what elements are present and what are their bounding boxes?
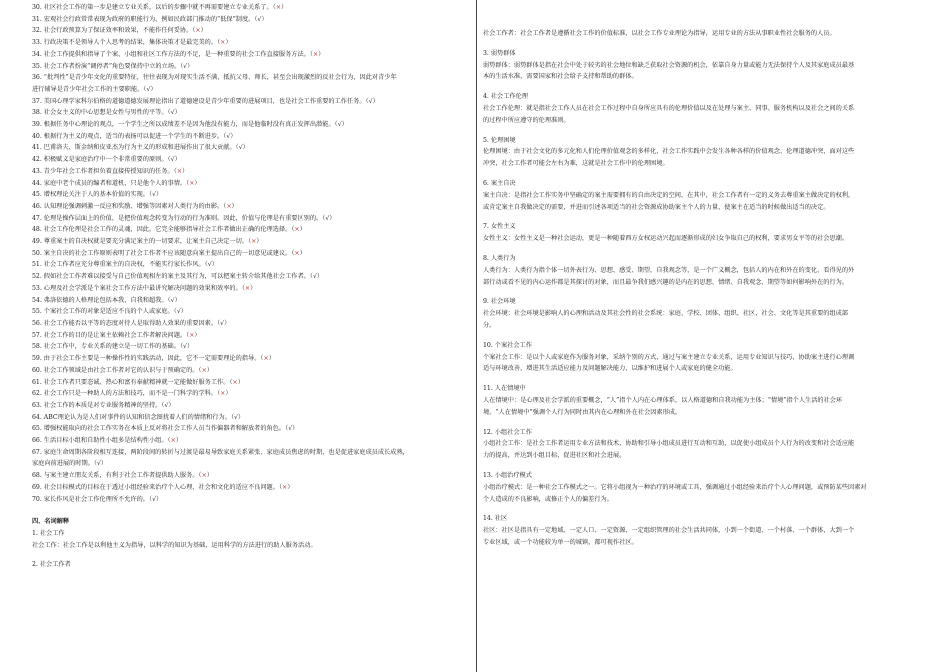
tf-item-text: 53. 心理及社会学派是个案社会工作方法中最讲究解决问题的效果和效率的。（ bbox=[32, 284, 245, 292]
term-body: 个人造成的不良影响，或修正个人的偏差行为。 bbox=[483, 495, 613, 503]
tf-item-tail: ） bbox=[318, 50, 325, 58]
spacer bbox=[483, 83, 923, 91]
tf-item bbox=[32, 482, 470, 494]
tf-item bbox=[32, 412, 470, 424]
tf-item bbox=[32, 435, 470, 447]
term-title: 4. 社会工作伦理 bbox=[483, 93, 528, 101]
tf-item bbox=[32, 142, 470, 154]
tf-item bbox=[32, 470, 470, 482]
tf-item-tail: ） bbox=[231, 202, 238, 210]
answer-mark: × bbox=[189, 331, 195, 339]
tf-item-tail: ） bbox=[150, 85, 157, 93]
term-body: 个案社会工作：是以个人或家庭作为服务对象，采纳个别的方式，通过与案主建立专业关系，运用专业知识与技巧，协助案主进行心理调 bbox=[483, 353, 855, 361]
tf-item-tail: ） bbox=[250, 284, 257, 292]
answer-mark: √ bbox=[170, 156, 175, 164]
tf-item bbox=[32, 248, 470, 260]
tf-item bbox=[32, 119, 470, 131]
tf-item-text: 48. 社会工作伦理是社会工作的灵魂，因此，它完全能够指导社会工作者做出正确的伦理选择。（ bbox=[32, 226, 295, 234]
tf-item-text: 32. 社会行政预算为了保证效率和效果，不能作任何妥协。（ bbox=[32, 27, 196, 35]
tf-item-text: 39. 根据任务中心理论的观点，一个学生之所以成绩差不是因为他没有能力，而是他临时没有真正发挥出潜能。（ bbox=[32, 121, 338, 129]
term-body: 社会环境：社会环境是影响人的心理和活动及其社会性的社会系统：家庭、学校、团体、组织、社区、社会、文化等是其重要的组成部 bbox=[483, 310, 849, 318]
term-title: 13. 小组治疗模式 bbox=[483, 471, 532, 479]
answer-mark: √ bbox=[176, 308, 181, 316]
answer-mark: √ bbox=[238, 144, 243, 152]
tf-item bbox=[32, 2, 470, 14]
spacer bbox=[32, 551, 470, 559]
tf-item-tail: ） bbox=[299, 249, 306, 257]
tf-item bbox=[32, 271, 470, 283]
tf-item bbox=[32, 365, 470, 377]
tf-item bbox=[32, 283, 470, 295]
term-title: 3. 弱势群体 bbox=[483, 49, 516, 57]
tf-item-tail: ） bbox=[225, 390, 232, 398]
answer-mark: √ bbox=[183, 62, 188, 70]
answer-mark: √ bbox=[337, 121, 342, 129]
tf-item-text: 61. 社会工作者只要态诚、热心和富有奉献精神就一定能做好服务工作。（ bbox=[32, 378, 233, 386]
column-divider bbox=[476, 0, 477, 672]
tf-item-text: 34. 社会工作提供和指导了个案、小组和社区工作方法的不足，是一种重要的社会工作直接服务方法。（ bbox=[32, 50, 313, 58]
tf-item bbox=[32, 341, 470, 353]
tf-item bbox=[32, 306, 470, 318]
answer-mark: × bbox=[201, 366, 207, 374]
tf-item-text: 46. 认知理论强调刺激一反应和奖励、增强等因素对人类行为的由影。（ bbox=[32, 202, 227, 210]
term-body: 人类行为：人类行为指个体一切外表行为、思想、感受、期望，自我观念等，是一个广义概念，包括人的内在和外在的变化，看得见的外 bbox=[483, 266, 855, 274]
tf-item-tail: ） bbox=[237, 413, 245, 421]
tf-item-tail: ） bbox=[187, 62, 194, 70]
tf-item-text: 56. 社会工作能否以平等的态度对待人是取得助人效果的重要因素。（ bbox=[32, 319, 221, 327]
tf-item-text: 55. 个案社会工作的对象是适应不良的个人或家庭。（ bbox=[32, 308, 177, 316]
term-body: 小组治疗模式：是一种社会工作模式之一。它将小组视为一种治疗的环境或工具，强调通过小组经验来治疗个人心理问题，或预防某些因素对 bbox=[483, 483, 867, 491]
answer-mark: × bbox=[251, 238, 257, 246]
term-body: 部行动或看不见的内心运作都是其探讨的对象，而且最争我们感兴趣的是内在的思想、情绪、自我观念、期望等如何影响外在的行为。 bbox=[483, 278, 849, 286]
tf-item-text: 50. 案主自决的社会工作原则表明了社会工作者不应该随意向案主提出自己的一切意见或建议。（ bbox=[32, 249, 295, 257]
spacer bbox=[483, 213, 923, 221]
tf-item-tail: ） bbox=[182, 167, 189, 175]
tf-item-tail: ） bbox=[168, 401, 175, 409]
answer-mark: √ bbox=[325, 214, 330, 222]
term-body: 女性主义：女性主义是一种社会运动，更是一种随着西方女权运动兴起而逐渐形成的妇女争取自己的权利，要求男女平等的社会思潮。 bbox=[483, 235, 849, 243]
tf-item bbox=[32, 178, 470, 190]
answer-mark: √ bbox=[234, 413, 238, 421]
tf-item-text: 38. 社会女主义的中心思想是女性与男性的平等。（ bbox=[32, 109, 171, 117]
term-body: 社会工作者：社会工作者是遵循社会工作的价值标准，以社会工作专业理论为指导，运用专业的方法从事职业性社会服务的人员。 bbox=[483, 30, 836, 37]
tf-item-text: 68. 与案主建立朋友关系，有利于社会工作者提供助人服务。（ bbox=[32, 472, 202, 480]
tf-item-tail: ） bbox=[292, 425, 299, 433]
term-body: 伦理困境：由于社会文化的多元化和人们伦理价值观念的多样化，社会工作实践中会发生各种各样的价值观念、伦理道德冲突，面对这些 bbox=[483, 148, 855, 156]
tf-item-tail: ） bbox=[206, 472, 213, 480]
tf-item-tail: ） bbox=[329, 214, 336, 222]
tf-item-text: 30. 社区社会工作的第一步是建立专业关系，以后的步骤中就不再需要建立专业关系了。（ bbox=[32, 4, 276, 11]
spacer bbox=[483, 419, 923, 427]
tf-item-text: 63. 社会工作的本质是对专业服务精神的坚持。（ bbox=[32, 401, 165, 409]
tf-item-tail: ） bbox=[180, 308, 187, 316]
answer-mark: × bbox=[226, 202, 232, 210]
term-title: 12. 小组社会工作 bbox=[483, 428, 532, 436]
answer-mark: √ bbox=[288, 425, 293, 433]
spacer bbox=[483, 462, 923, 470]
tf-item-tail: ） bbox=[224, 319, 231, 327]
term-body: 案主自决：是指社会工作实务中坚确定的案主需要拥有的自由决定的空间，在其中，社会工作者有一定的义务去尊重案主做决定的权利， bbox=[483, 191, 855, 199]
left-column bbox=[32, 0, 470, 571]
tf-item bbox=[32, 400, 470, 412]
tf-item-tail: ） bbox=[174, 109, 181, 117]
answer-mark: √ bbox=[164, 401, 169, 409]
answer-mark: × bbox=[282, 483, 288, 491]
spacer bbox=[483, 375, 923, 383]
answer-mark: × bbox=[176, 167, 183, 175]
tf-item bbox=[32, 236, 470, 248]
tf-item-text: 31. 宏观社会行政常常表现为政府的职能行为，例如民政部门推动的“低保”制度。（ bbox=[32, 15, 258, 23]
answer-mark: √ bbox=[207, 261, 212, 269]
tf-item-tail: ） bbox=[194, 179, 201, 187]
tf-item-tail: ） bbox=[237, 378, 244, 386]
tf-item-text: 家庭向前进展的时期。（ bbox=[32, 460, 97, 468]
term-body: 弱势群体：弱势群体是指在社会中处于较劣的社会地位和缺乏获取社会资源的机会，依靠自身力量或能力无法保持个人及其家庭成员最基 bbox=[483, 61, 855, 69]
tf-item-text: 35. 社会工作者扮演“调停者”角色要保持中立的立场。（ bbox=[32, 62, 184, 70]
tf-item bbox=[32, 154, 470, 166]
spacer bbox=[32, 505, 470, 513]
tf-item bbox=[32, 107, 470, 119]
term-body: 专业区域，或一个功能较为单一的城镇，都可视作社区。 bbox=[483, 538, 638, 546]
tf-item-text: 62. 社会工作只是一种助人的方法和技巧，而不是一门科学的学科。（ bbox=[32, 390, 221, 398]
tf-item-tail: ） bbox=[206, 366, 213, 374]
answer-mark: √ bbox=[96, 460, 101, 468]
answer-mark: √ bbox=[152, 191, 157, 199]
tf-item-text: 33. 行政决策不是领导人个人思考的结果，集体决策才是最完美的。（ bbox=[32, 39, 221, 47]
answer-mark: × bbox=[220, 390, 226, 398]
tf-item-text: 59. 由于社会工作主要是一种操作性的实践活动，因此，它不一定需要理论的指导。（ bbox=[32, 355, 264, 363]
tf-item bbox=[32, 330, 470, 342]
term-body: 社会工作：社会工作是以利他主义为指导，以科学的知识为基础，运用科学的方法进行的助人服务活动。 bbox=[32, 541, 317, 549]
tf-item-tail: ） bbox=[156, 495, 163, 503]
answer-mark: √ bbox=[183, 343, 187, 351]
tf-item-text: 52. 假如社会工作者难以接受与自己价值观相左的案主及其行为，可以把案主转介给其他社会工作者。（ bbox=[32, 273, 313, 281]
tf-item bbox=[32, 84, 470, 96]
answer-mark: √ bbox=[368, 97, 373, 105]
answer-mark: × bbox=[312, 50, 319, 58]
term-body: 分。 bbox=[483, 321, 496, 329]
tf-item-tail: ） bbox=[225, 39, 232, 47]
tf-item bbox=[32, 72, 470, 84]
answer-mark: × bbox=[294, 226, 300, 234]
tf-item-text: 70. 家长作风是社会工作伦理所不允许的。（ bbox=[32, 495, 153, 503]
tf-item bbox=[32, 388, 470, 400]
tf-item-text: 54. 弗洛依德的人格理论包括本我、自我和超我。（ bbox=[32, 296, 171, 304]
term-body: 社会工作伦理：就是指社会工作人员在社会工作过程中自身所应具有的伦理价值以及在处理与案主、同事、服务机构以及社会之间的关系 bbox=[483, 104, 855, 112]
answer-mark: × bbox=[201, 472, 207, 480]
tf-item-tail: ） bbox=[186, 343, 194, 351]
tf-item-tail: ） bbox=[256, 238, 263, 246]
right-column bbox=[483, 0, 923, 557]
tf-item bbox=[32, 458, 470, 470]
tf-item-tail: ） bbox=[287, 483, 294, 491]
tf-item bbox=[32, 201, 470, 213]
term-title: 7. 女性主义 bbox=[483, 223, 516, 231]
tf-item bbox=[32, 259, 470, 271]
tf-item-text: 47. 伦理是操作层面上的价值，是把价值观念转变为行动的行为准则。因此，价值与伦理是有重要区别的。（ bbox=[32, 214, 326, 222]
answer-mark: √ bbox=[226, 132, 231, 140]
answer-mark: × bbox=[275, 4, 282, 11]
tf-item-text: 65. 增强权能取向的社会工作实务在本质上反对将社会工作人员当作偏器者和解放者的角色。（ bbox=[32, 425, 289, 433]
tf-item-tail: ） bbox=[174, 156, 181, 164]
tf-item-tail: ） bbox=[200, 27, 207, 35]
tf-item-text: 66. 生活目标小组和自助性小组多是结构性小组。（ bbox=[32, 437, 171, 445]
tf-item-text: 进行辅导是青少年社会工作的主要职能。（ bbox=[32, 85, 147, 93]
tf-item-text: 51. 社会工作者应充分尊重案主的自决权，不能实行家长作风。（ bbox=[32, 261, 208, 269]
tf-item-text: 37. 美国心理学家科尔伯格的道德道德发展理论指出了道德建设是青少年重要的进展项目，也是社会工作重要的工作任务。（ bbox=[32, 97, 369, 105]
answer-mark: √ bbox=[146, 85, 151, 93]
tf-item-tail: ） bbox=[211, 261, 218, 269]
term-body: 力的提高，并达到小组目标，促进社区和社会进展。 bbox=[483, 452, 626, 460]
spacer bbox=[483, 549, 923, 557]
tf-item-text: 36. “批判性”是青少年文化的重要特征，往往表现为对现实生活不满，抵抗父母、师长，甚至会出现激烈的反社会行为，因此对青少年 bbox=[32, 74, 397, 82]
term-body: 冲突，社会工作者可能会左右为难，这就是社会工作中的伦理困境。 bbox=[483, 160, 669, 168]
tf-item bbox=[32, 224, 470, 236]
term-title: 2. 社会工作者 bbox=[32, 561, 71, 569]
tf-item bbox=[32, 37, 470, 49]
tf-item-text: 44. 家庭中老个成员的编者和道机，只是他个人的事情。（ bbox=[32, 179, 190, 187]
tf-item bbox=[32, 61, 470, 73]
spacer bbox=[483, 245, 923, 253]
tf-item bbox=[32, 295, 470, 307]
term-title: 9. 社会环境 bbox=[483, 298, 516, 306]
tf-item-text: 49. 尊重案主的自决权就是要充分满足案主的一切要求，让案主自己决定一切。（ bbox=[32, 238, 252, 246]
tf-item-tail: ） bbox=[341, 121, 348, 129]
tf-item bbox=[32, 423, 470, 435]
term-title: 11. 人在情境中 bbox=[483, 385, 526, 393]
tf-item bbox=[32, 494, 470, 506]
tf-item-text: 43. 青少年社会工作者担负着直接传授知识的任务。（ bbox=[32, 167, 177, 175]
answer-mark: × bbox=[244, 284, 251, 292]
answer-mark: × bbox=[170, 437, 176, 445]
tf-item-tail: ） bbox=[174, 296, 181, 304]
term-body: 社区：社区是指具有一定地域、一定人口、一定资源、一定组织管理的社会生活共同体，小到一个街道、一个村落、一个群体，大到一个 bbox=[483, 527, 855, 535]
term-body: 人在情境中：是心理及社会学派的重要概念，“人”指个人内在心理体系，以人格道德和自我功能为主体；“情境”指个人生活的社会环 bbox=[483, 396, 843, 404]
tf-item-tail: ） bbox=[261, 15, 268, 23]
term-body: 或肯定案主自我做决定的需要，并进而引述各项适当的社会资源成协助案主个人的力量，使案主在适当的时候做出适当的决定。 bbox=[483, 203, 830, 211]
tf-item-tail: ） bbox=[372, 97, 379, 105]
section-title: 四、名词解释 bbox=[32, 518, 70, 526]
tf-item-tail: ） bbox=[194, 331, 201, 339]
tf-item-text: 42. 积极赋义是家庭治疗中一个非常重要的原则。（ bbox=[32, 156, 171, 164]
spacer bbox=[483, 332, 923, 340]
tf-item bbox=[32, 353, 470, 365]
answer-mark: × bbox=[189, 179, 195, 187]
tf-item bbox=[32, 49, 470, 61]
answer-mark: √ bbox=[170, 296, 175, 304]
tf-item bbox=[32, 131, 470, 143]
tf-item-text: 41. 巴甫洛夫、斯金纳和皮亚杰为行为主义的形成和进展作出了很大贡献。（ bbox=[32, 144, 239, 152]
tf-item-text: 45. 增权理论关注于人的基本价值的实现。（ bbox=[32, 191, 153, 199]
answer-mark: × bbox=[294, 249, 300, 257]
spacer bbox=[483, 170, 923, 178]
tf-item bbox=[32, 25, 470, 37]
tf-item bbox=[32, 96, 470, 108]
term-title: 8. 人类行为 bbox=[483, 254, 516, 262]
tf-item-tail: ） bbox=[156, 191, 163, 199]
tf-item bbox=[32, 318, 470, 330]
tf-item bbox=[32, 166, 470, 178]
tf-item-text: 67. 家庭生命周期各阶段相互连接，两阶段间的转折与过渡是最易导致家庭关系紧张、家庭成员焦虑的时期，也是促进家庭成员成长成熟， bbox=[32, 448, 409, 456]
tf-item-tail: ） bbox=[299, 226, 306, 234]
tf-item-tail: ） bbox=[242, 144, 249, 152]
tf-item-tail: ） bbox=[175, 437, 183, 445]
spacer bbox=[483, 40, 923, 48]
tf-item bbox=[32, 213, 470, 225]
tf-item bbox=[32, 447, 470, 459]
answer-mark: √ bbox=[170, 109, 175, 117]
tf-item-text: 69. 社会目标模式的目标在于透过小组经验来治疗个人心理、社会和文化的适应不良问题。（ bbox=[32, 483, 283, 491]
term-title: 10. 个案社会工作 bbox=[483, 341, 532, 349]
tf-item bbox=[32, 189, 470, 201]
spacer bbox=[483, 288, 923, 296]
tf-item bbox=[32, 377, 470, 389]
answer-mark: √ bbox=[312, 273, 317, 281]
answer-mark: × bbox=[220, 39, 226, 47]
term-title: 1. 社会工作 bbox=[32, 529, 65, 537]
tf-item-text: 58. 社会工作中，专业关系的建立是一切工作的基础。（ bbox=[32, 343, 184, 351]
term-body: 本的生活水准，需要国家和社会给予支持和帮助的群体。 bbox=[483, 73, 638, 81]
answer-mark: × bbox=[195, 27, 201, 35]
term-body: 小组社会工作：是社会工作者运用专业方法和技术，协助和引导小组成员进行互动和互助，以促使小组成员个人行为的改变和社会适应能 bbox=[483, 440, 855, 448]
answer-mark: √ bbox=[220, 319, 225, 327]
answer-mark: × bbox=[263, 355, 269, 363]
tf-item-tail: ） bbox=[230, 132, 237, 140]
tf-item-tail: ） bbox=[316, 273, 324, 281]
tf-item-tail: ） bbox=[100, 460, 108, 468]
answer-mark: √ bbox=[152, 495, 157, 503]
term-title: 5. 伦理困境 bbox=[483, 136, 516, 144]
term-body: 境。“人在情境中”强调个人行为同时由其内在心理和外在社会因素形成。 bbox=[483, 408, 682, 416]
term-title: 14. 社区 bbox=[483, 515, 508, 523]
tf-item-text: 57. 社会工作的目的是让案主依赖社会工作者解决问题。（ bbox=[32, 331, 190, 339]
term-body: 的过程中所应遵守的伦理准则。 bbox=[483, 116, 570, 124]
answer-mark: × bbox=[232, 378, 238, 386]
tf-item-text: 60. 社会工作领域是由社会工作者对它的认识与于预确定的。（ bbox=[32, 366, 202, 374]
tf-item-text: 64. ABC理论认为是人们对事件的认知和信念图扰着人们的情绪和行为。（ bbox=[32, 413, 235, 421]
tf-item-tail: ） bbox=[281, 4, 288, 11]
spacer bbox=[483, 505, 923, 513]
tf-item bbox=[32, 14, 470, 26]
term-body: 适与环境改善，增进其生活适应能力及问题解决能力，以维护和进展个人或家庭的健全功能。 bbox=[483, 365, 737, 373]
answer-mark: √ bbox=[257, 15, 262, 23]
spacer bbox=[483, 127, 923, 135]
tf-item-text: 40. 根据行为主义的观点，适当的表扬可以促进一个学生的不断进步。（ bbox=[32, 132, 227, 140]
term-title: 6. 案主自决 bbox=[483, 179, 516, 187]
tf-item-tail: ） bbox=[268, 355, 275, 363]
